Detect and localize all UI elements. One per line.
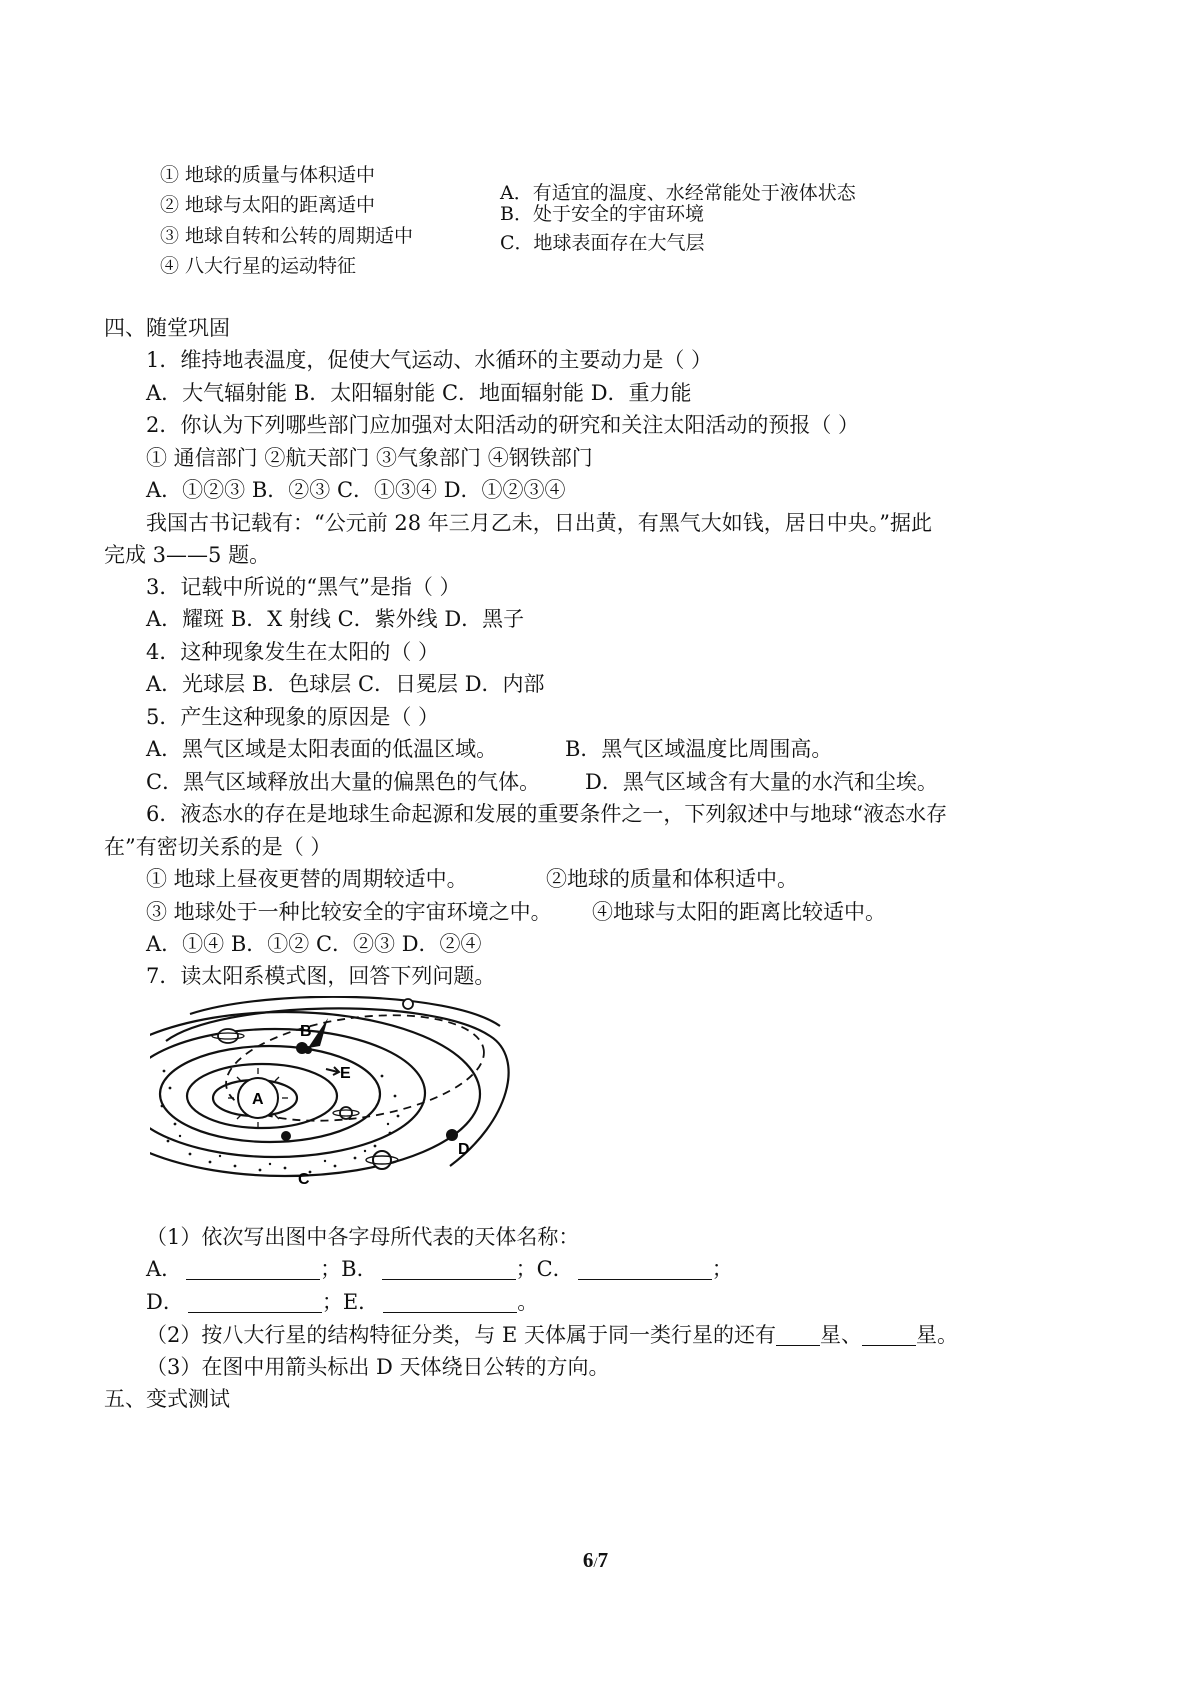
q2-items: ① 通信部门 ②航天部门 ③气象部门 ④钢铁部门 — [146, 446, 593, 470]
q7-sub1: （1）依次写出图中各字母所代表的天体名称： — [146, 1225, 580, 1249]
q7-sub3: （3）在图中用箭头标出 D 天体绕日公转的方向。 — [146, 1355, 610, 1379]
q5-option-a: A．黑气区域是太阳表面的低温区域。 — [146, 737, 498, 761]
q7-label-c: ；C． — [515, 1257, 574, 1281]
match-right-item-a: A．有适宜的温度、水经常能处于液体状态 — [500, 182, 856, 204]
q5-stem: 5．产生这种现象的原因是（ ） — [146, 705, 440, 729]
label-e: E — [340, 1065, 351, 1082]
q2-options: A．①②③ B．②③ C．①③④ D．①②③④ — [146, 478, 566, 502]
answer-blank-planet-2[interactable] — [862, 1325, 916, 1346]
q4-stem: 4．这种现象发生在太阳的（ ） — [146, 640, 440, 664]
match-left-item-4: ④ 八大行星的运动特征 — [160, 255, 357, 277]
q2-stem: 2．你认为下列哪些部门应加强对太阳活动的研究和关注太阳活动的预报（ ） — [146, 413, 860, 437]
label-b: B — [300, 1023, 312, 1040]
match-left-item-1: ① 地球的质量与体积适中 — [160, 164, 376, 186]
section-4-heading: 四、随堂巩固 — [104, 316, 230, 340]
q7-sub2 — [146, 1320, 958, 1350]
q7-sub2-end: 星。 — [916, 1323, 959, 1347]
page-number — [0, 1548, 1191, 1573]
passage-line-1: 我国古书记载有：“公元前 28 年三月乙未，日出黄，有黑气大如钱，居日中央。”据此 — [146, 511, 933, 535]
answer-blank-planet-1[interactable] — [776, 1325, 820, 1346]
q1-stem: 1．维持地表温度，促使大气运动、水循环的主要动力是（ ） — [146, 348, 713, 372]
match-left-item-2: ② 地球与太阳的距离适中 — [160, 194, 376, 216]
q6-item-1: ① 地球上昼夜更替的周期较适中。 — [146, 867, 468, 891]
q7-label-a: A． — [146, 1257, 183, 1281]
label-d: D — [458, 1141, 470, 1158]
solar-system-diagram — [150, 996, 520, 1191]
q3-options: A．耀斑 B．X 射线 C．紫外线 D．黑子 — [146, 607, 525, 631]
q7-stem: 7．读太阳系模式图，回答下列问题。 — [146, 964, 496, 988]
section-5-heading: 五、变式测试 — [104, 1387, 230, 1411]
answer-blank-a[interactable] — [186, 1259, 320, 1280]
q7-sub2-mid: 星、 — [820, 1323, 863, 1347]
answer-blank-c[interactable] — [578, 1259, 712, 1280]
match-left-item-3: ③ 地球自转和公转的周期适中 — [160, 225, 414, 247]
label-c: C — [298, 1171, 310, 1188]
answer-blank-d[interactable] — [188, 1292, 322, 1313]
planet-inner — [281, 1131, 291, 1141]
planet-ringed-left — [218, 1029, 238, 1043]
q5-option-d: D．黑气区域含有大量的水汽和尘埃。 — [585, 770, 938, 794]
planet-mid — [340, 1107, 352, 1119]
q5-option-b: B．黑气区域温度比周围高。 — [565, 737, 833, 761]
q7-sub1-row-2 — [146, 1287, 538, 1317]
q6-stem-line-1: 6．液态水的存在是地球生命起源和发展的重要条件之一，下列叙述中与地球“液态水存 — [146, 802, 948, 826]
label-a: A — [252, 1091, 264, 1108]
q1-options: A．大气辐射能 B．太阳辐射能 C．地面辐射能 D．重力能 — [146, 381, 692, 405]
match-right-item-b: B．处于安全的宇宙环境 — [500, 203, 704, 225]
q7-row-1-end: ； — [711, 1257, 733, 1281]
q6-item-2: ②地球的质量和体积适中。 — [546, 867, 798, 891]
q7-sub1-row-1 — [146, 1254, 733, 1284]
q6-item-4: ④地球与太阳的距离比较适中。 — [592, 900, 886, 924]
page-separator: / — [593, 1555, 598, 1571]
page-total: 7 — [597, 1548, 609, 1572]
q7-label-b: ；B． — [320, 1257, 378, 1281]
q7-label-d: D． — [146, 1290, 184, 1314]
match-right-item-c: C．地球表面存在大气层 — [500, 232, 705, 254]
planet-d — [446, 1129, 458, 1141]
q7-label-e: ；E． — [321, 1290, 380, 1314]
q6-item-3: ③ 地球处于一种比较安全的宇宙环境之中。 — [146, 900, 552, 924]
q3-stem: 3．记载中所说的“黑气”是指（ ） — [146, 575, 461, 599]
q6-stem-line-2: 在”有密切关系的是（ ） — [104, 835, 332, 859]
passage-line-2: 完成 3——5 题。 — [104, 543, 271, 567]
comet-head — [304, 1046, 312, 1054]
q7-row-2-end: 。 — [517, 1290, 539, 1314]
q6-options: A．①④ B．①② C．②③ D．②④ — [146, 932, 482, 956]
planet-c-ringed — [373, 1151, 391, 1169]
planet-top — [403, 999, 413, 1009]
q7-sub2-text: （2）按八大行星的结构特征分类，与 E 天体属于同一类行星的还有 — [146, 1323, 777, 1347]
q5-option-c: C．黑气区域释放出大量的偏黑色的气体。 — [146, 770, 541, 794]
q4-options: A．光球层 B．色球层 C．日冕层 D．内部 — [146, 672, 545, 696]
page-current: 6 — [582, 1548, 594, 1572]
answer-blank-b[interactable] — [382, 1259, 516, 1280]
answer-blank-e[interactable] — [383, 1292, 517, 1313]
